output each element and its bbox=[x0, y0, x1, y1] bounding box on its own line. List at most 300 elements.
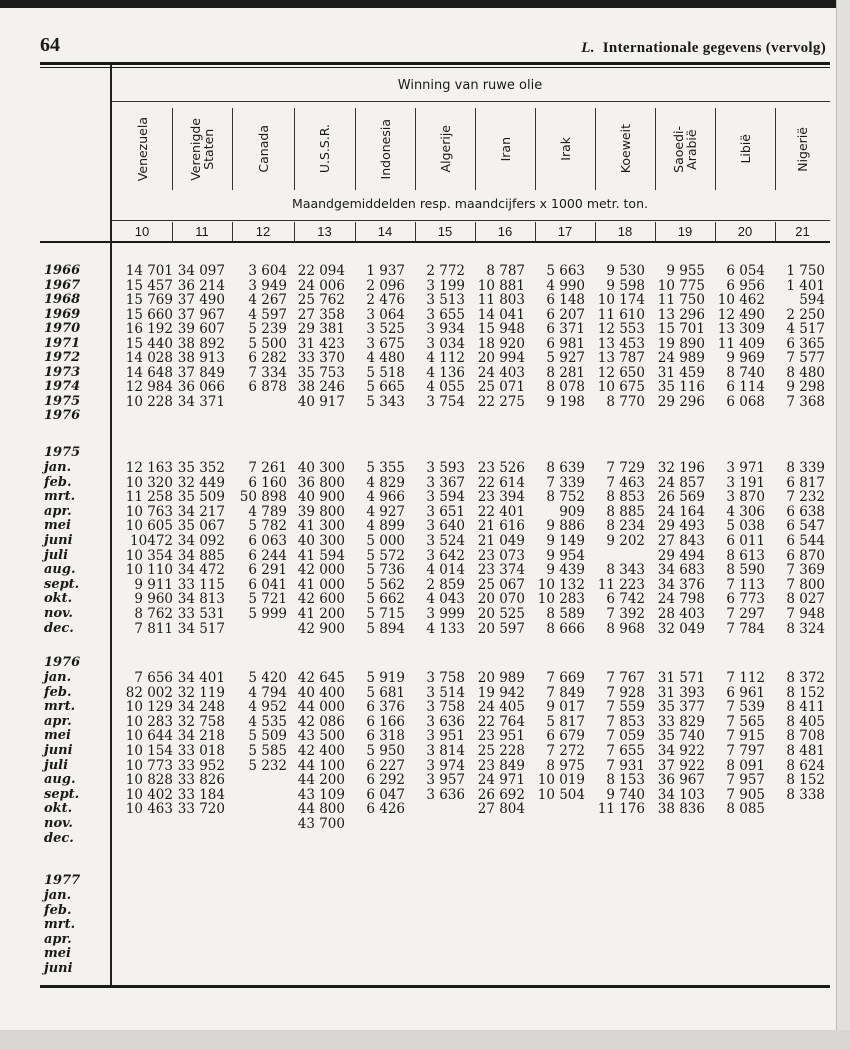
row-label: feb. bbox=[44, 684, 72, 700]
table-cell: 6 047 bbox=[366, 786, 405, 803]
table-cell: 10 773 bbox=[125, 757, 173, 774]
table-cell: 23 951 bbox=[477, 728, 525, 745]
table-cell: 24 798 bbox=[657, 591, 705, 608]
table-cell: 594 bbox=[799, 292, 825, 308]
row-label: aug. bbox=[44, 562, 76, 578]
table-cell: 23 394 bbox=[477, 489, 525, 506]
table-cell: 35 352 bbox=[177, 460, 225, 476]
table-cell: 36 967 bbox=[657, 772, 705, 789]
table-cell: 3 199 bbox=[426, 277, 465, 294]
table-cell: 33 370 bbox=[297, 350, 345, 366]
table-cell: 9 969 bbox=[726, 350, 765, 366]
table-cell: 23 849 bbox=[477, 757, 525, 774]
table-cell: 4 990 bbox=[546, 277, 585, 294]
table-cell: 11 409 bbox=[717, 335, 765, 352]
table-row bbox=[0, 366, 836, 381]
table-cell: 20 070 bbox=[477, 591, 525, 608]
table-row bbox=[0, 889, 836, 904]
table-cell: 6 063 bbox=[248, 533, 287, 549]
table-cell: 32 119 bbox=[177, 684, 225, 701]
row-label: juni bbox=[44, 961, 73, 976]
row-label: aug. bbox=[44, 772, 76, 788]
row-label: dec. bbox=[44, 620, 74, 636]
table-row bbox=[0, 505, 836, 520]
table-cell: 2 250 bbox=[786, 306, 825, 323]
table-cell: 7 656 bbox=[134, 670, 173, 686]
table-row bbox=[0, 563, 836, 578]
table-row bbox=[0, 744, 836, 759]
column-divider bbox=[655, 222, 656, 241]
column-divider bbox=[232, 222, 233, 241]
column-label: Irak bbox=[557, 137, 573, 161]
column-divider bbox=[715, 108, 716, 190]
table-cell: 6 054 bbox=[726, 263, 765, 279]
row-label: juni bbox=[44, 533, 73, 548]
table-cell: 9 149 bbox=[546, 533, 585, 549]
table-cell: 5 950 bbox=[366, 743, 405, 759]
row-label: sept. bbox=[44, 576, 80, 592]
table-cell: 44 000 bbox=[297, 699, 345, 716]
column-divider bbox=[595, 108, 596, 190]
column-number: 10 bbox=[134, 224, 150, 239]
table-cell: 4 306 bbox=[726, 503, 765, 520]
table-row bbox=[0, 337, 836, 352]
column-header-12 bbox=[232, 108, 294, 190]
table-cell: 13 453 bbox=[597, 335, 645, 352]
column-divider bbox=[655, 108, 656, 190]
table-cell: 33 826 bbox=[177, 772, 225, 789]
table-cell: 3 651 bbox=[426, 503, 465, 520]
scan-top-edge bbox=[0, 0, 850, 8]
table-cell: 35 509 bbox=[177, 489, 225, 506]
table-cell: 3 636 bbox=[426, 786, 465, 803]
column-number: 16 bbox=[497, 224, 513, 239]
table-cell: 21 616 bbox=[477, 518, 525, 535]
table-cell: 50 898 bbox=[239, 489, 287, 506]
table-cell: 5 420 bbox=[248, 670, 287, 686]
table-cell: 7 368 bbox=[786, 393, 825, 410]
column-label: Libië bbox=[737, 134, 753, 164]
row-label: feb. bbox=[44, 902, 72, 918]
table-cell: 10 763 bbox=[125, 503, 173, 520]
table-cell: 10472 bbox=[130, 533, 173, 549]
table-cell: 33 184 bbox=[177, 786, 225, 803]
row-label: juni bbox=[44, 743, 73, 758]
table-cell: 34 683 bbox=[657, 562, 705, 579]
table-cell: 7 811 bbox=[134, 620, 173, 637]
table-row bbox=[0, 671, 836, 686]
column-divider bbox=[294, 108, 295, 190]
column-label: Koeweit bbox=[617, 124, 633, 174]
table-cell: 6 166 bbox=[366, 713, 405, 730]
table-cell: 1 401 bbox=[786, 277, 825, 294]
table-cell: 12 163 bbox=[125, 460, 173, 476]
table-cell: 9 955 bbox=[666, 263, 705, 279]
table-row bbox=[0, 461, 836, 476]
row-label: mrt. bbox=[44, 917, 76, 933]
table-cell: 5 894 bbox=[366, 620, 405, 637]
table-cell: 27 843 bbox=[657, 533, 705, 549]
table-cell: 7 297 bbox=[726, 606, 765, 622]
table-cell: 8 740 bbox=[726, 364, 765, 381]
table-cell: 34 885 bbox=[177, 547, 225, 564]
table-cell: 3 367 bbox=[426, 474, 465, 491]
table-cell: 34 401 bbox=[177, 670, 225, 686]
table-row bbox=[0, 380, 836, 395]
table-cell: 7 112 bbox=[726, 670, 765, 686]
table-cell: 36 800 bbox=[297, 474, 345, 491]
row-label: sept. bbox=[44, 786, 80, 802]
table-cell: 22 764 bbox=[477, 713, 525, 730]
table-cell: 8 762 bbox=[134, 606, 173, 622]
section-title: Internationale gegevens (vervolg) bbox=[602, 40, 826, 56]
table-row bbox=[0, 279, 836, 294]
table-cell: 1 937 bbox=[366, 263, 405, 279]
table-cell: 10 463 bbox=[125, 801, 173, 818]
table-cell: 34 922 bbox=[657, 743, 705, 759]
table-row bbox=[0, 933, 836, 948]
table-cell: 3 971 bbox=[726, 460, 765, 476]
table-cell: 44 200 bbox=[297, 772, 345, 789]
table-cell: 8 281 bbox=[546, 364, 585, 381]
table-cell: 7 577 bbox=[786, 350, 825, 366]
table-cell: 5 343 bbox=[366, 393, 405, 410]
column-number: 19 bbox=[677, 224, 693, 239]
column-number: 12 bbox=[255, 224, 271, 239]
column-header-17 bbox=[535, 108, 595, 190]
table-cell: 9 911 bbox=[134, 576, 173, 593]
table-cell: 25 071 bbox=[477, 379, 525, 395]
table-cell: 10 154 bbox=[125, 743, 173, 759]
table-cell: 36 214 bbox=[177, 277, 225, 294]
table-row bbox=[0, 293, 836, 308]
table-cell: 14 041 bbox=[477, 306, 525, 323]
table-cell: 34 092 bbox=[177, 533, 225, 549]
table-cell: 4 952 bbox=[248, 699, 287, 716]
table-cell: 3 949 bbox=[248, 277, 287, 294]
table-row bbox=[0, 832, 836, 847]
table-cell: 3 999 bbox=[426, 606, 465, 622]
table-cell: 10 129 bbox=[125, 699, 173, 716]
table-cell: 4 267 bbox=[248, 292, 287, 308]
table-cell: 42 400 bbox=[297, 743, 345, 759]
row-label: mei bbox=[44, 946, 71, 962]
table-cell: 12 490 bbox=[717, 306, 765, 323]
table-cell: 10 675 bbox=[597, 379, 645, 395]
table-cell: 10 283 bbox=[537, 591, 585, 608]
column-number: 11 bbox=[195, 224, 209, 239]
table-cell: 4 927 bbox=[366, 503, 405, 520]
table-cell: 3 524 bbox=[426, 533, 465, 549]
row-label: 1967 bbox=[44, 277, 81, 293]
table-cell: 5 999 bbox=[248, 606, 287, 622]
table-cell: 34 217 bbox=[177, 503, 225, 520]
table-cell: 33 018 bbox=[177, 743, 225, 759]
table-row bbox=[0, 409, 836, 424]
table-cell: 7 113 bbox=[726, 576, 765, 593]
table-cell: 6 547 bbox=[786, 518, 825, 535]
group-rule bbox=[112, 101, 830, 102]
table-cell: 23 073 bbox=[477, 547, 525, 564]
table-cell: 5 721 bbox=[248, 591, 287, 608]
table-row bbox=[0, 700, 836, 715]
column-divider bbox=[775, 108, 776, 190]
table-cell: 24 006 bbox=[297, 277, 345, 294]
table-cell: 6 160 bbox=[248, 474, 287, 491]
table-cell: 10 504 bbox=[537, 786, 585, 803]
table-cell: 9 439 bbox=[546, 562, 585, 579]
row-label: jan. bbox=[44, 888, 72, 903]
row-label: 1966 bbox=[44, 263, 81, 278]
table-cell: 42 900 bbox=[297, 620, 345, 637]
table-cell: 43 700 bbox=[297, 816, 345, 832]
table-cell: 2 096 bbox=[366, 277, 405, 294]
row-label: 1969 bbox=[44, 306, 81, 322]
row-label: 1976 bbox=[44, 408, 81, 423]
table-row bbox=[0, 490, 836, 505]
table-cell: 3 870 bbox=[726, 489, 765, 506]
column-divider bbox=[595, 222, 596, 241]
table-cell: 8 152 bbox=[786, 684, 825, 701]
table-cell: 5 927 bbox=[546, 350, 585, 366]
table-cell: 8 372 bbox=[786, 670, 825, 686]
table-cell: 5 919 bbox=[366, 670, 405, 686]
row-label: 1968 bbox=[44, 292, 81, 307]
column-divider bbox=[535, 108, 536, 190]
column-label: Iran bbox=[497, 136, 513, 162]
table-cell: 20 989 bbox=[477, 670, 525, 686]
table-cell: 40 300 bbox=[297, 533, 345, 549]
row-label: nov. bbox=[44, 606, 73, 621]
column-label: Venezuela bbox=[134, 116, 150, 182]
table-cell: 35 740 bbox=[657, 728, 705, 745]
page-number: 64 bbox=[40, 34, 60, 56]
table-cell: 3 191 bbox=[726, 474, 765, 491]
column-header-20 bbox=[715, 108, 775, 190]
table-cell: 40 917 bbox=[297, 393, 345, 410]
table-cell: 5 665 bbox=[366, 379, 405, 395]
table-cell: 3 594 bbox=[426, 489, 465, 506]
table-cell: 25 228 bbox=[477, 743, 525, 759]
table-row bbox=[0, 622, 836, 637]
table-row bbox=[0, 578, 836, 593]
table-row bbox=[0, 519, 836, 534]
table-cell: 41 300 bbox=[297, 518, 345, 535]
year-block-label: 1975 bbox=[44, 445, 81, 460]
table-cell: 7 339 bbox=[546, 474, 585, 491]
table-cell: 13 309 bbox=[717, 321, 765, 337]
row-label: apr. bbox=[44, 931, 72, 947]
column-divider bbox=[475, 108, 476, 190]
table-cell: 22 401 bbox=[477, 503, 525, 520]
table-cell: 9 886 bbox=[546, 518, 585, 535]
table-row bbox=[0, 607, 836, 622]
table-cell: 8 481 bbox=[786, 743, 825, 759]
table-cell: 23 526 bbox=[477, 460, 525, 476]
section-letter: L. bbox=[581, 40, 595, 56]
row-label: 1971 bbox=[44, 335, 81, 351]
table-cell: 7 915 bbox=[726, 728, 765, 745]
table-cell: 34 376 bbox=[657, 576, 705, 593]
table-cell: 5 715 bbox=[366, 606, 405, 622]
table-cell: 9 954 bbox=[546, 547, 585, 564]
row-label: mrt. bbox=[44, 699, 76, 715]
table-cell: 3 064 bbox=[366, 306, 405, 323]
row-label: jan. bbox=[44, 460, 72, 475]
table-cell: 8 589 bbox=[546, 606, 585, 622]
table-cell: 12 984 bbox=[125, 379, 173, 395]
column-label: Algerije bbox=[437, 125, 453, 173]
header-bottom-rule bbox=[40, 241, 830, 243]
column-label: U.S.S.R. bbox=[317, 124, 332, 174]
column-divider bbox=[415, 222, 416, 241]
table-cell: 3 951 bbox=[426, 728, 465, 745]
row-label: mei bbox=[44, 518, 71, 534]
table-cell: 29 494 bbox=[657, 547, 705, 564]
table-cell: 44 100 bbox=[297, 757, 345, 774]
table-cell: 8 968 bbox=[606, 620, 645, 637]
table-cell: 38 892 bbox=[177, 335, 225, 352]
table-cell: 8 411 bbox=[786, 699, 825, 716]
column-label: Canada bbox=[255, 125, 271, 173]
row-label: 1975 bbox=[44, 393, 81, 409]
table-cell: 4 055 bbox=[426, 379, 465, 395]
table-cell: 29 381 bbox=[297, 321, 345, 337]
column-label: Indonesia bbox=[377, 118, 393, 180]
scan-bottom-edge bbox=[0, 1030, 850, 1049]
table-cell: 32 449 bbox=[177, 474, 225, 491]
table-row bbox=[0, 308, 836, 323]
column-divider bbox=[232, 108, 233, 190]
table-cell: 4 794 bbox=[248, 684, 287, 701]
table-cell: 7 797 bbox=[726, 743, 765, 759]
column-divider bbox=[775, 222, 776, 241]
table-cell: 82 002 bbox=[125, 684, 173, 701]
table-cell: 37 490 bbox=[177, 292, 225, 308]
table-cell: 5 509 bbox=[248, 728, 287, 745]
table-cell: 20 597 bbox=[477, 620, 525, 637]
row-label: apr. bbox=[44, 713, 72, 729]
table-cell: 8 752 bbox=[546, 489, 585, 506]
table-cell: 5 663 bbox=[546, 263, 585, 279]
column-header-21 bbox=[775, 108, 830, 190]
table-cell: 12 553 bbox=[597, 321, 645, 337]
table-cell: 8 324 bbox=[786, 620, 825, 637]
table-cell: 44 800 bbox=[297, 801, 345, 818]
table-cell: 6 742 bbox=[606, 591, 645, 608]
table-cell: 15 660 bbox=[125, 306, 173, 323]
table-row bbox=[0, 773, 836, 788]
table-cell: 4 789 bbox=[248, 503, 287, 520]
table-cell: 4 133 bbox=[426, 620, 465, 637]
table-cell: 6 292 bbox=[366, 772, 405, 789]
table-cell: 6 282 bbox=[248, 350, 287, 366]
table-cell: 7 655 bbox=[606, 743, 645, 759]
table-row bbox=[0, 947, 836, 962]
table-row bbox=[0, 962, 836, 977]
column-number: 14 bbox=[377, 224, 393, 239]
table-cell: 9 740 bbox=[606, 786, 645, 803]
table-cell: 4 014 bbox=[426, 562, 465, 579]
table-cell: 8 770 bbox=[606, 393, 645, 410]
column-number: 21 bbox=[795, 224, 810, 239]
table-cell: 7 767 bbox=[606, 670, 645, 686]
table-cell: 3 934 bbox=[426, 321, 465, 337]
table-cell: 9 960 bbox=[134, 591, 173, 608]
table-cell: 15 769 bbox=[125, 292, 173, 308]
table-cell: 8 708 bbox=[786, 728, 825, 745]
table-cell: 31 459 bbox=[657, 364, 705, 381]
table-row bbox=[0, 534, 836, 549]
table-cell: 27 804 bbox=[477, 801, 525, 818]
table-cell: 31 393 bbox=[657, 684, 705, 701]
table-cell: 6 878 bbox=[248, 379, 287, 395]
table-cell: 3 655 bbox=[426, 306, 465, 323]
table-cell: 6 638 bbox=[786, 503, 825, 520]
row-label: mrt. bbox=[44, 489, 76, 505]
table-cell: 35 753 bbox=[297, 364, 345, 381]
table-cell: 909 bbox=[559, 503, 585, 520]
row-label: nov. bbox=[44, 816, 73, 831]
column-divider bbox=[294, 222, 295, 241]
table-cell: 38 246 bbox=[297, 379, 345, 395]
table-cell: 8 091 bbox=[726, 757, 765, 774]
table-cell: 9 298 bbox=[786, 379, 825, 395]
table-cell: 2 859 bbox=[426, 576, 465, 593]
table-cell: 37 922 bbox=[657, 757, 705, 774]
table-cell: 6 318 bbox=[366, 728, 405, 745]
table-cell: 4 043 bbox=[426, 591, 465, 608]
table-cell: 6 870 bbox=[786, 547, 825, 564]
table-cell: 42 086 bbox=[297, 713, 345, 730]
row-label: 1974 bbox=[44, 379, 81, 394]
table-cell: 40 300 bbox=[297, 460, 345, 476]
column-label: Nigerië bbox=[795, 126, 810, 172]
table-cell: 28 403 bbox=[657, 606, 705, 622]
row-label: juli bbox=[44, 757, 69, 773]
table-cell: 10 110 bbox=[125, 562, 173, 579]
table-cell: 2 772 bbox=[426, 263, 465, 279]
row-label: 1972 bbox=[44, 350, 81, 365]
table-row bbox=[0, 592, 836, 607]
row-label: jan. bbox=[44, 670, 72, 685]
table-cell: 15 457 bbox=[125, 277, 173, 294]
table-cell: 8 078 bbox=[546, 379, 585, 395]
table-cell: 4 966 bbox=[366, 489, 405, 506]
row-label: 1973 bbox=[44, 364, 81, 380]
table-cell: 7 669 bbox=[546, 670, 585, 686]
table-cell: 41 594 bbox=[297, 547, 345, 564]
table-cell: 8 152 bbox=[786, 772, 825, 789]
table-cell: 13 787 bbox=[597, 350, 645, 366]
column-divider bbox=[172, 108, 173, 190]
table-cell: 24 857 bbox=[657, 474, 705, 491]
table-cell: 43 500 bbox=[297, 728, 345, 745]
table-cell: 3 514 bbox=[426, 684, 465, 701]
table-cell: 6 376 bbox=[366, 699, 405, 716]
table-cell: 5 572 bbox=[366, 547, 405, 564]
table-cell: 15 948 bbox=[477, 321, 525, 337]
column-number: 20 bbox=[737, 224, 753, 239]
table-cell: 15 701 bbox=[657, 321, 705, 337]
table-cell: 7 392 bbox=[606, 606, 645, 622]
table-cell: 10 828 bbox=[125, 772, 173, 789]
table-cell: 18 920 bbox=[477, 335, 525, 352]
column-divider bbox=[715, 222, 716, 241]
table-cell: 8 666 bbox=[546, 620, 585, 637]
table-cell: 8 624 bbox=[786, 757, 825, 774]
table-cell: 14 701 bbox=[125, 263, 173, 279]
